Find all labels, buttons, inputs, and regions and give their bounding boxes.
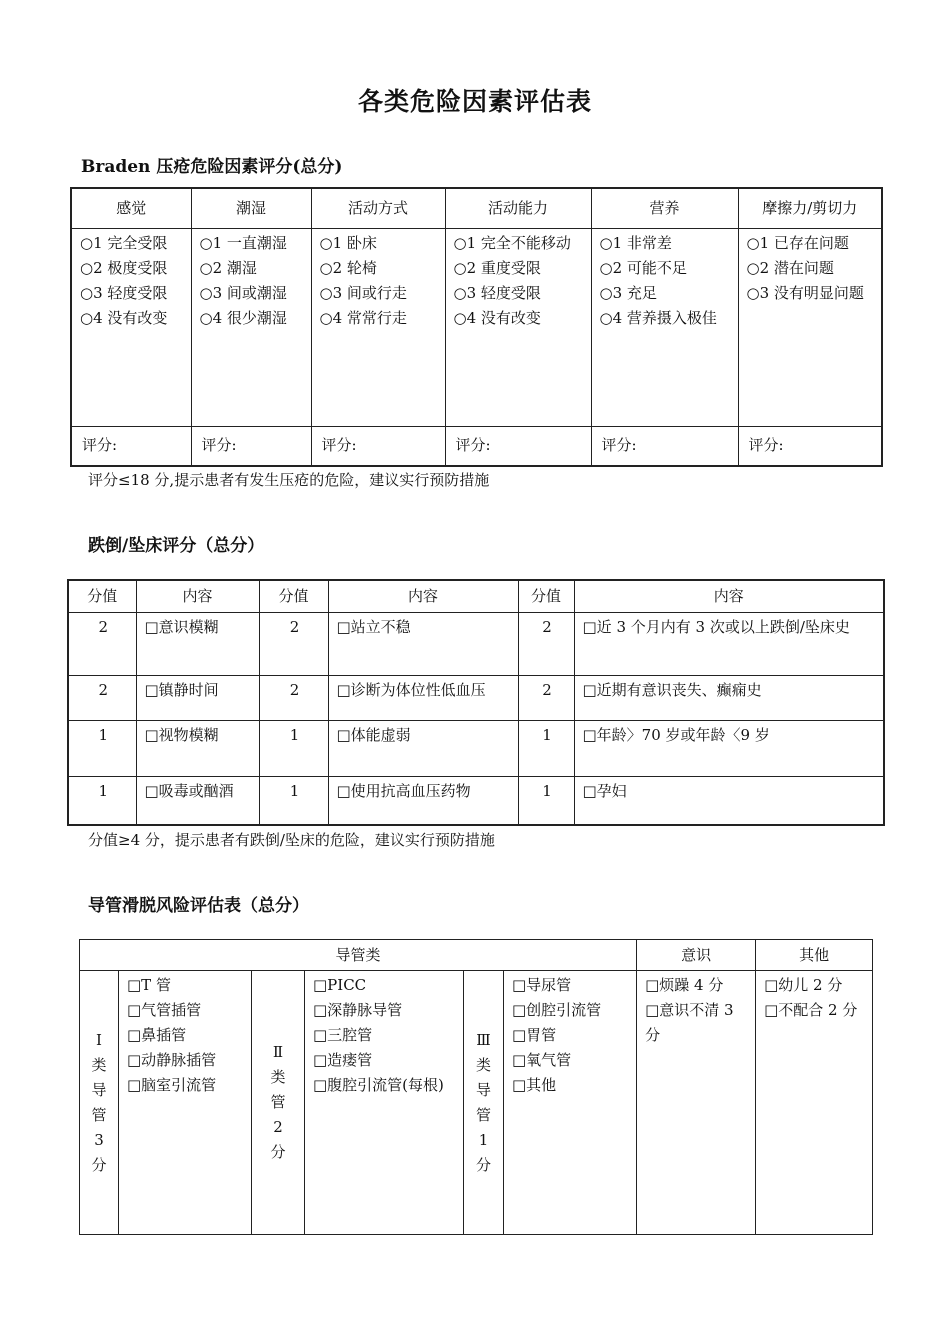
braden-table bbox=[70, 187, 883, 467]
class2-label-char: 2 bbox=[273, 1118, 283, 1136]
braden-score-field[interactable]: 评分: bbox=[445, 426, 591, 466]
class1-label-char: 类 bbox=[91, 1055, 107, 1074]
catheter-header-consciousness: 意识 bbox=[637, 940, 756, 971]
braden-option[interactable]: ○1 卧床 bbox=[319, 233, 377, 252]
braden-score-row bbox=[71, 426, 882, 466]
braden-option[interactable]: ○2 轮椅 bbox=[319, 258, 377, 277]
catheter-checkbox[interactable]: □胃管 bbox=[512, 1026, 557, 1044]
table-row bbox=[68, 776, 884, 825]
catheter-header-other: 其他 bbox=[756, 940, 873, 971]
braden-col-header: 摩擦力/剪切力 bbox=[738, 188, 882, 228]
braden-option[interactable]: ○1 完全受限 bbox=[80, 233, 168, 252]
class1-label bbox=[80, 971, 119, 1235]
class3-label-char: 分 bbox=[475, 1155, 491, 1174]
class1-label-char: 导 bbox=[91, 1080, 107, 1099]
fall-item[interactable]: □镇静时间 bbox=[136, 675, 259, 720]
class3-label-char: Ⅲ bbox=[476, 1030, 491, 1049]
fall-col-header: 分值 bbox=[68, 580, 136, 612]
braden-options-friction bbox=[738, 228, 882, 426]
catheter-checkbox[interactable]: □三腔管 bbox=[313, 1026, 373, 1044]
braden-option[interactable]: ○1 非常差 bbox=[599, 233, 672, 252]
class2-label-char: 管 bbox=[270, 1093, 286, 1111]
fall-col-header: 内容 bbox=[136, 580, 259, 612]
catheter-checkbox[interactable]: □腹腔引流管(每根) bbox=[313, 1076, 444, 1094]
consciousness-checkbox[interactable]: □意识不清 3 分 bbox=[645, 1001, 734, 1044]
braden-option[interactable]: ○3 没有明显问题 bbox=[746, 283, 864, 302]
class3-items bbox=[504, 971, 637, 1235]
catheter-checkbox[interactable]: □深静脉导管 bbox=[313, 1001, 403, 1019]
fall-item[interactable]: □使用抗高血压药物 bbox=[328, 776, 518, 825]
braden-score-field[interactable]: 评分: bbox=[191, 426, 311, 466]
table-row bbox=[68, 612, 884, 675]
class2-items bbox=[305, 971, 464, 1235]
catheter-header-type: 导管类 bbox=[80, 940, 637, 971]
class1-label-char: Ⅰ bbox=[96, 1030, 102, 1049]
fall-item[interactable]: □吸毒或酗酒 bbox=[136, 776, 259, 825]
braden-option[interactable]: ○3 充足 bbox=[599, 283, 657, 302]
class3-label bbox=[464, 971, 504, 1235]
page-title: 各类危险因素评估表 bbox=[357, 87, 592, 116]
braden-score-field[interactable]: 评分: bbox=[71, 426, 191, 466]
consciousness-items bbox=[637, 971, 756, 1235]
fall-score: 1 bbox=[259, 776, 328, 825]
fall-item[interactable]: □近 3 个月内有 3 次或以上跌倒/坠床史 bbox=[574, 612, 884, 675]
braden-option[interactable]: ○2 极度受限 bbox=[80, 258, 168, 277]
braden-option[interactable]: ○4 没有改变 bbox=[80, 308, 168, 327]
braden-option[interactable]: ○2 可能不足 bbox=[599, 258, 687, 277]
class1-label-char: 分 bbox=[91, 1155, 107, 1174]
braden-option[interactable]: ○3 间或潮湿 bbox=[199, 283, 287, 302]
fall-heading: 跌倒/坠床评分（总分） bbox=[88, 536, 265, 556]
braden-col-header: 感觉 bbox=[71, 188, 191, 228]
fall-item[interactable]: □体能虚弱 bbox=[328, 720, 518, 776]
class3-label-char: 类 bbox=[475, 1055, 491, 1074]
braden-option[interactable]: ○1 已存在问题 bbox=[746, 233, 849, 252]
fall-note: 分值≥4 分，提示患者有跌倒/坠床的危险，建议实行预防措施 bbox=[88, 831, 495, 849]
catheter-header-row bbox=[80, 940, 873, 971]
class2-label bbox=[252, 971, 305, 1235]
braden-option[interactable]: ○3 间或行走 bbox=[319, 283, 407, 302]
fall-score: 2 bbox=[68, 612, 136, 675]
consciousness-checkbox[interactable]: □烦躁 4 分 bbox=[645, 976, 724, 994]
braden-option[interactable]: ○1 完全不能移动 bbox=[453, 233, 571, 252]
braden-option[interactable]: ○3 轻度受限 bbox=[80, 283, 168, 302]
catheter-checkbox[interactable]: □造瘘管 bbox=[313, 1051, 373, 1069]
fall-item[interactable]: □年龄〉70 岁或年龄〈9 岁 bbox=[574, 720, 884, 776]
class1-items bbox=[119, 971, 252, 1235]
braden-option[interactable]: ○4 营养摄入极佳 bbox=[599, 308, 717, 327]
fall-item[interactable]: □意识模糊 bbox=[136, 612, 259, 675]
braden-col-header: 活动能力 bbox=[445, 188, 591, 228]
braden-score-field[interactable]: 评分: bbox=[738, 426, 882, 466]
braden-options-activity bbox=[311, 228, 445, 426]
other-checkbox[interactable]: □不配合 2 分 bbox=[764, 1001, 858, 1019]
braden-note: 评分≤18 分,提示患者有发生压疮的危险，建议实行预防措施 bbox=[88, 471, 490, 489]
fall-col-header: 内容 bbox=[328, 580, 518, 612]
catheter-body-row bbox=[80, 971, 873, 1235]
braden-options-mobility bbox=[445, 228, 591, 426]
braden-col-header: 营养 bbox=[591, 188, 738, 228]
braden-col-header: 活动方式 bbox=[311, 188, 445, 228]
braden-heading: Braden 压疮危险因素评分(总分) bbox=[81, 157, 343, 177]
fall-col-header: 内容 bbox=[574, 580, 884, 612]
catheter-heading: 导管滑脱风险评估表（总分） bbox=[88, 896, 309, 916]
catheter-checkbox[interactable]: □气管插管 bbox=[127, 1001, 202, 1019]
braden-score-field[interactable]: 评分: bbox=[311, 426, 445, 466]
braden-option[interactable]: ○4 没有改变 bbox=[453, 308, 541, 327]
catheter-checkbox[interactable]: □导尿管 bbox=[512, 976, 572, 994]
class3-label-char: 1 bbox=[478, 1130, 489, 1149]
catheter-checkbox[interactable]: □动静脉插管 bbox=[127, 1051, 217, 1069]
braden-option[interactable]: ○2 潮湿 bbox=[199, 258, 257, 277]
fall-item[interactable]: □站立不稳 bbox=[328, 612, 518, 675]
braden-col-header: 潮湿 bbox=[191, 188, 311, 228]
fall-header-row bbox=[68, 580, 884, 612]
class2-label-char: Ⅱ bbox=[272, 1043, 284, 1061]
fall-score: 1 bbox=[518, 720, 574, 776]
braden-option[interactable]: ○3 轻度受限 bbox=[453, 283, 541, 302]
fall-score: 1 bbox=[518, 776, 574, 825]
class3-label-char: 导 bbox=[475, 1080, 491, 1099]
catheter-checkbox[interactable]: □T 管 bbox=[127, 976, 171, 994]
other-checkbox[interactable]: □幼儿 2 分 bbox=[764, 976, 843, 994]
fall-score: 2 bbox=[518, 675, 574, 720]
fall-score: 2 bbox=[68, 675, 136, 720]
fall-item[interactable]: □视物模糊 bbox=[136, 720, 259, 776]
fall-item[interactable]: □近期有意识丧失、癫痫史 bbox=[574, 675, 884, 720]
catheter-checkbox[interactable]: □鼻插管 bbox=[127, 1026, 187, 1044]
fall-table bbox=[67, 579, 885, 826]
braden-option[interactable]: ○4 常常行走 bbox=[319, 308, 407, 327]
class2-label-char: 分 bbox=[270, 1143, 286, 1161]
table-row bbox=[68, 675, 884, 720]
fall-col-header: 分值 bbox=[518, 580, 574, 612]
braden-header-row bbox=[71, 188, 882, 228]
braden-option[interactable]: ○4 很少潮湿 bbox=[199, 308, 287, 327]
braden-option[interactable]: ○1 一直潮湿 bbox=[199, 233, 287, 252]
fall-score: 2 bbox=[259, 612, 328, 675]
fall-score: 1 bbox=[68, 776, 136, 825]
class3-label-char: 管 bbox=[475, 1105, 491, 1124]
braden-options-nutrition bbox=[591, 228, 738, 426]
other-items bbox=[756, 971, 873, 1235]
fall-col-header: 分值 bbox=[259, 580, 328, 612]
fall-score: 2 bbox=[518, 612, 574, 675]
braden-score-field[interactable]: 评分: bbox=[591, 426, 738, 466]
class2-label-char: 类 bbox=[270, 1068, 286, 1086]
fall-score: 2 bbox=[259, 675, 328, 720]
braden-options-moisture bbox=[191, 228, 311, 426]
braden-options-row bbox=[71, 228, 882, 426]
braden-options-sensation bbox=[71, 228, 191, 426]
braden-option[interactable]: ○2 重度受限 bbox=[453, 258, 541, 277]
table-row bbox=[68, 720, 884, 776]
catheter-checkbox[interactable]: □其他 bbox=[512, 1076, 557, 1094]
fall-score: 1 bbox=[259, 720, 328, 776]
class1-label-char: 管 bbox=[91, 1105, 107, 1124]
class1-label-char: 3 bbox=[94, 1130, 104, 1149]
fall-score: 1 bbox=[68, 720, 136, 776]
fall-item[interactable]: □孕妇 bbox=[574, 776, 884, 825]
catheter-table bbox=[79, 939, 873, 1235]
catheter-checkbox[interactable]: □创腔引流管 bbox=[512, 1001, 602, 1019]
braden-option[interactable]: ○2 潜在问题 bbox=[746, 258, 834, 277]
catheter-checkbox[interactable]: □脑室引流管 bbox=[127, 1076, 217, 1094]
catheter-checkbox[interactable]: □PICC bbox=[313, 976, 367, 994]
catheter-checkbox[interactable]: □氧气管 bbox=[512, 1051, 572, 1069]
fall-item[interactable]: □诊断为体位性低血压 bbox=[328, 675, 518, 720]
